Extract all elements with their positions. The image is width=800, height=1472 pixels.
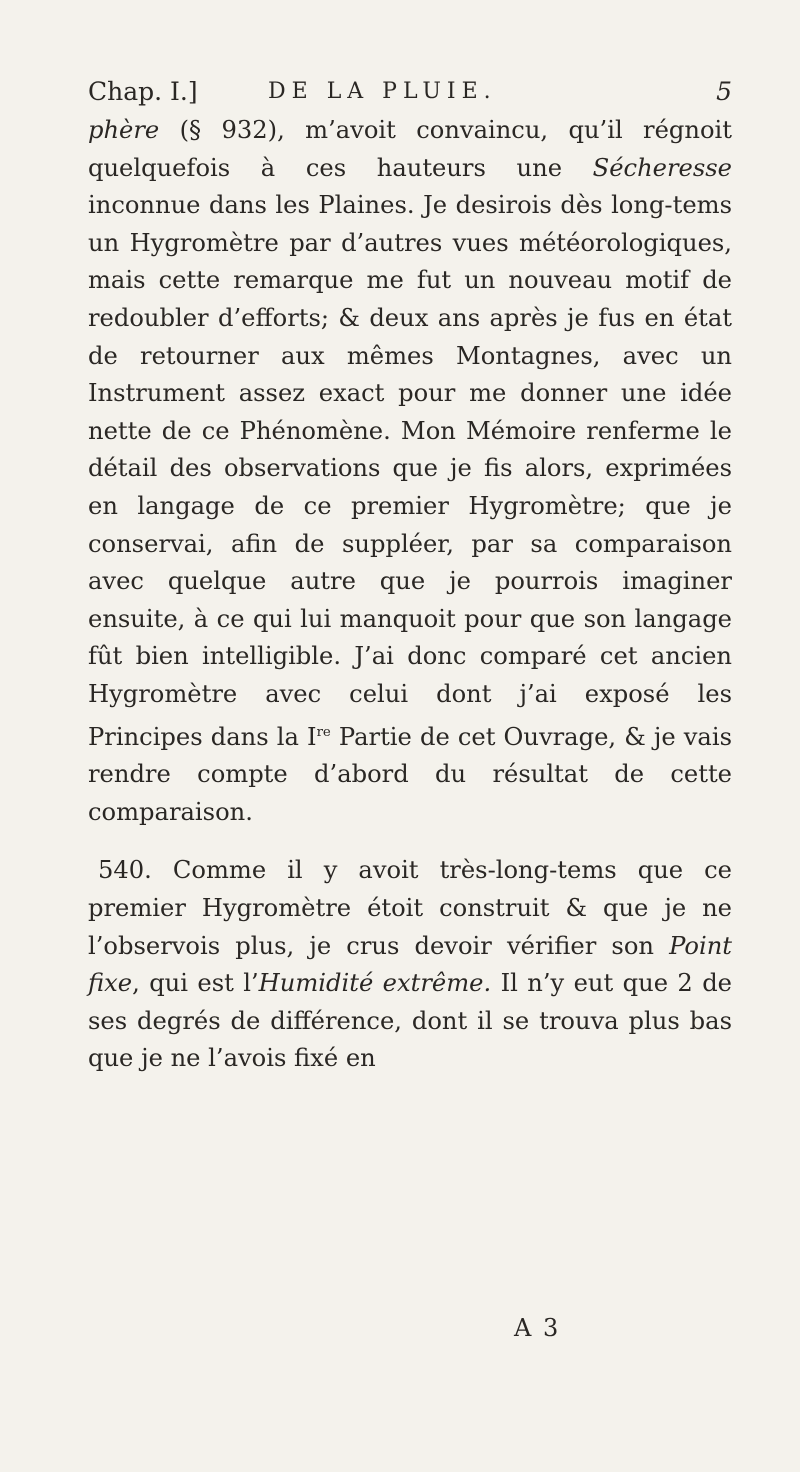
text-run: , qui est l’	[132, 969, 259, 998]
text-run: (§ 932), m’avoit convaincu, qu’il régnoit quelquefois à ces hauteurs une	[88, 116, 732, 182]
chapter-reference: Chap. I.]	[88, 77, 198, 106]
book-page	[88, 72, 732, 1078]
paragraph	[88, 112, 732, 831]
running-head	[88, 72, 732, 112]
italic-run: Humidité extrême.	[258, 969, 492, 998]
italic-run: phère	[88, 116, 160, 144]
text-run: Partie de cet Ouvrage, & je vais rendre compte d’abord du résultat de cette comparaison.	[88, 722, 732, 826]
italic-run: Sécheresse	[592, 153, 732, 182]
text-run: inconnue dans les Plaines. Je desirois dès long-tems un Hygromètre par d’autres vues météorologiques, mais cette remarque me fut un nouveau motif de redoubler d’efforts; & deux ans après je fus en état de retourner aux mêmes Montagnes, avec un Instrument assez exact pour me donner une idée nette de ce Phénomène. Mon Mémoire renferme le détail des observations que je fis alors, exprimées en langage de ce premier Hygromètre; que je conservai, afin de suppléer, par sa comparaison avec quelque autre que je pourrois imaginer ensuite, à ce qui lui manquoit pour que son langage fût bien intelligible. J’ai donc comparé cet ancien Hygromètre avec celui dont j’ai exposé les Principes dans la I	[88, 191, 732, 751]
body-text	[88, 112, 732, 1078]
superscript-run: re	[316, 724, 331, 740]
page-number: 5	[716, 77, 732, 106]
paragraph	[88, 852, 732, 1078]
signature-mark: A 3	[514, 1314, 561, 1342]
text-run: Il n’y eut que 2 de ses degrés de différence, dont il se trouva plus bas que je ne l’avois fixé en	[88, 969, 733, 1073]
running-title: DE LA PLUIE.	[268, 79, 497, 104]
italic-run: Point fixe	[88, 931, 732, 998]
text-run: 540. Comme il y avoit très-long-tems que ce premier Hygromètre étoit construit & que je ne l’observois plus, je crus devoir vérifier son	[88, 856, 732, 960]
